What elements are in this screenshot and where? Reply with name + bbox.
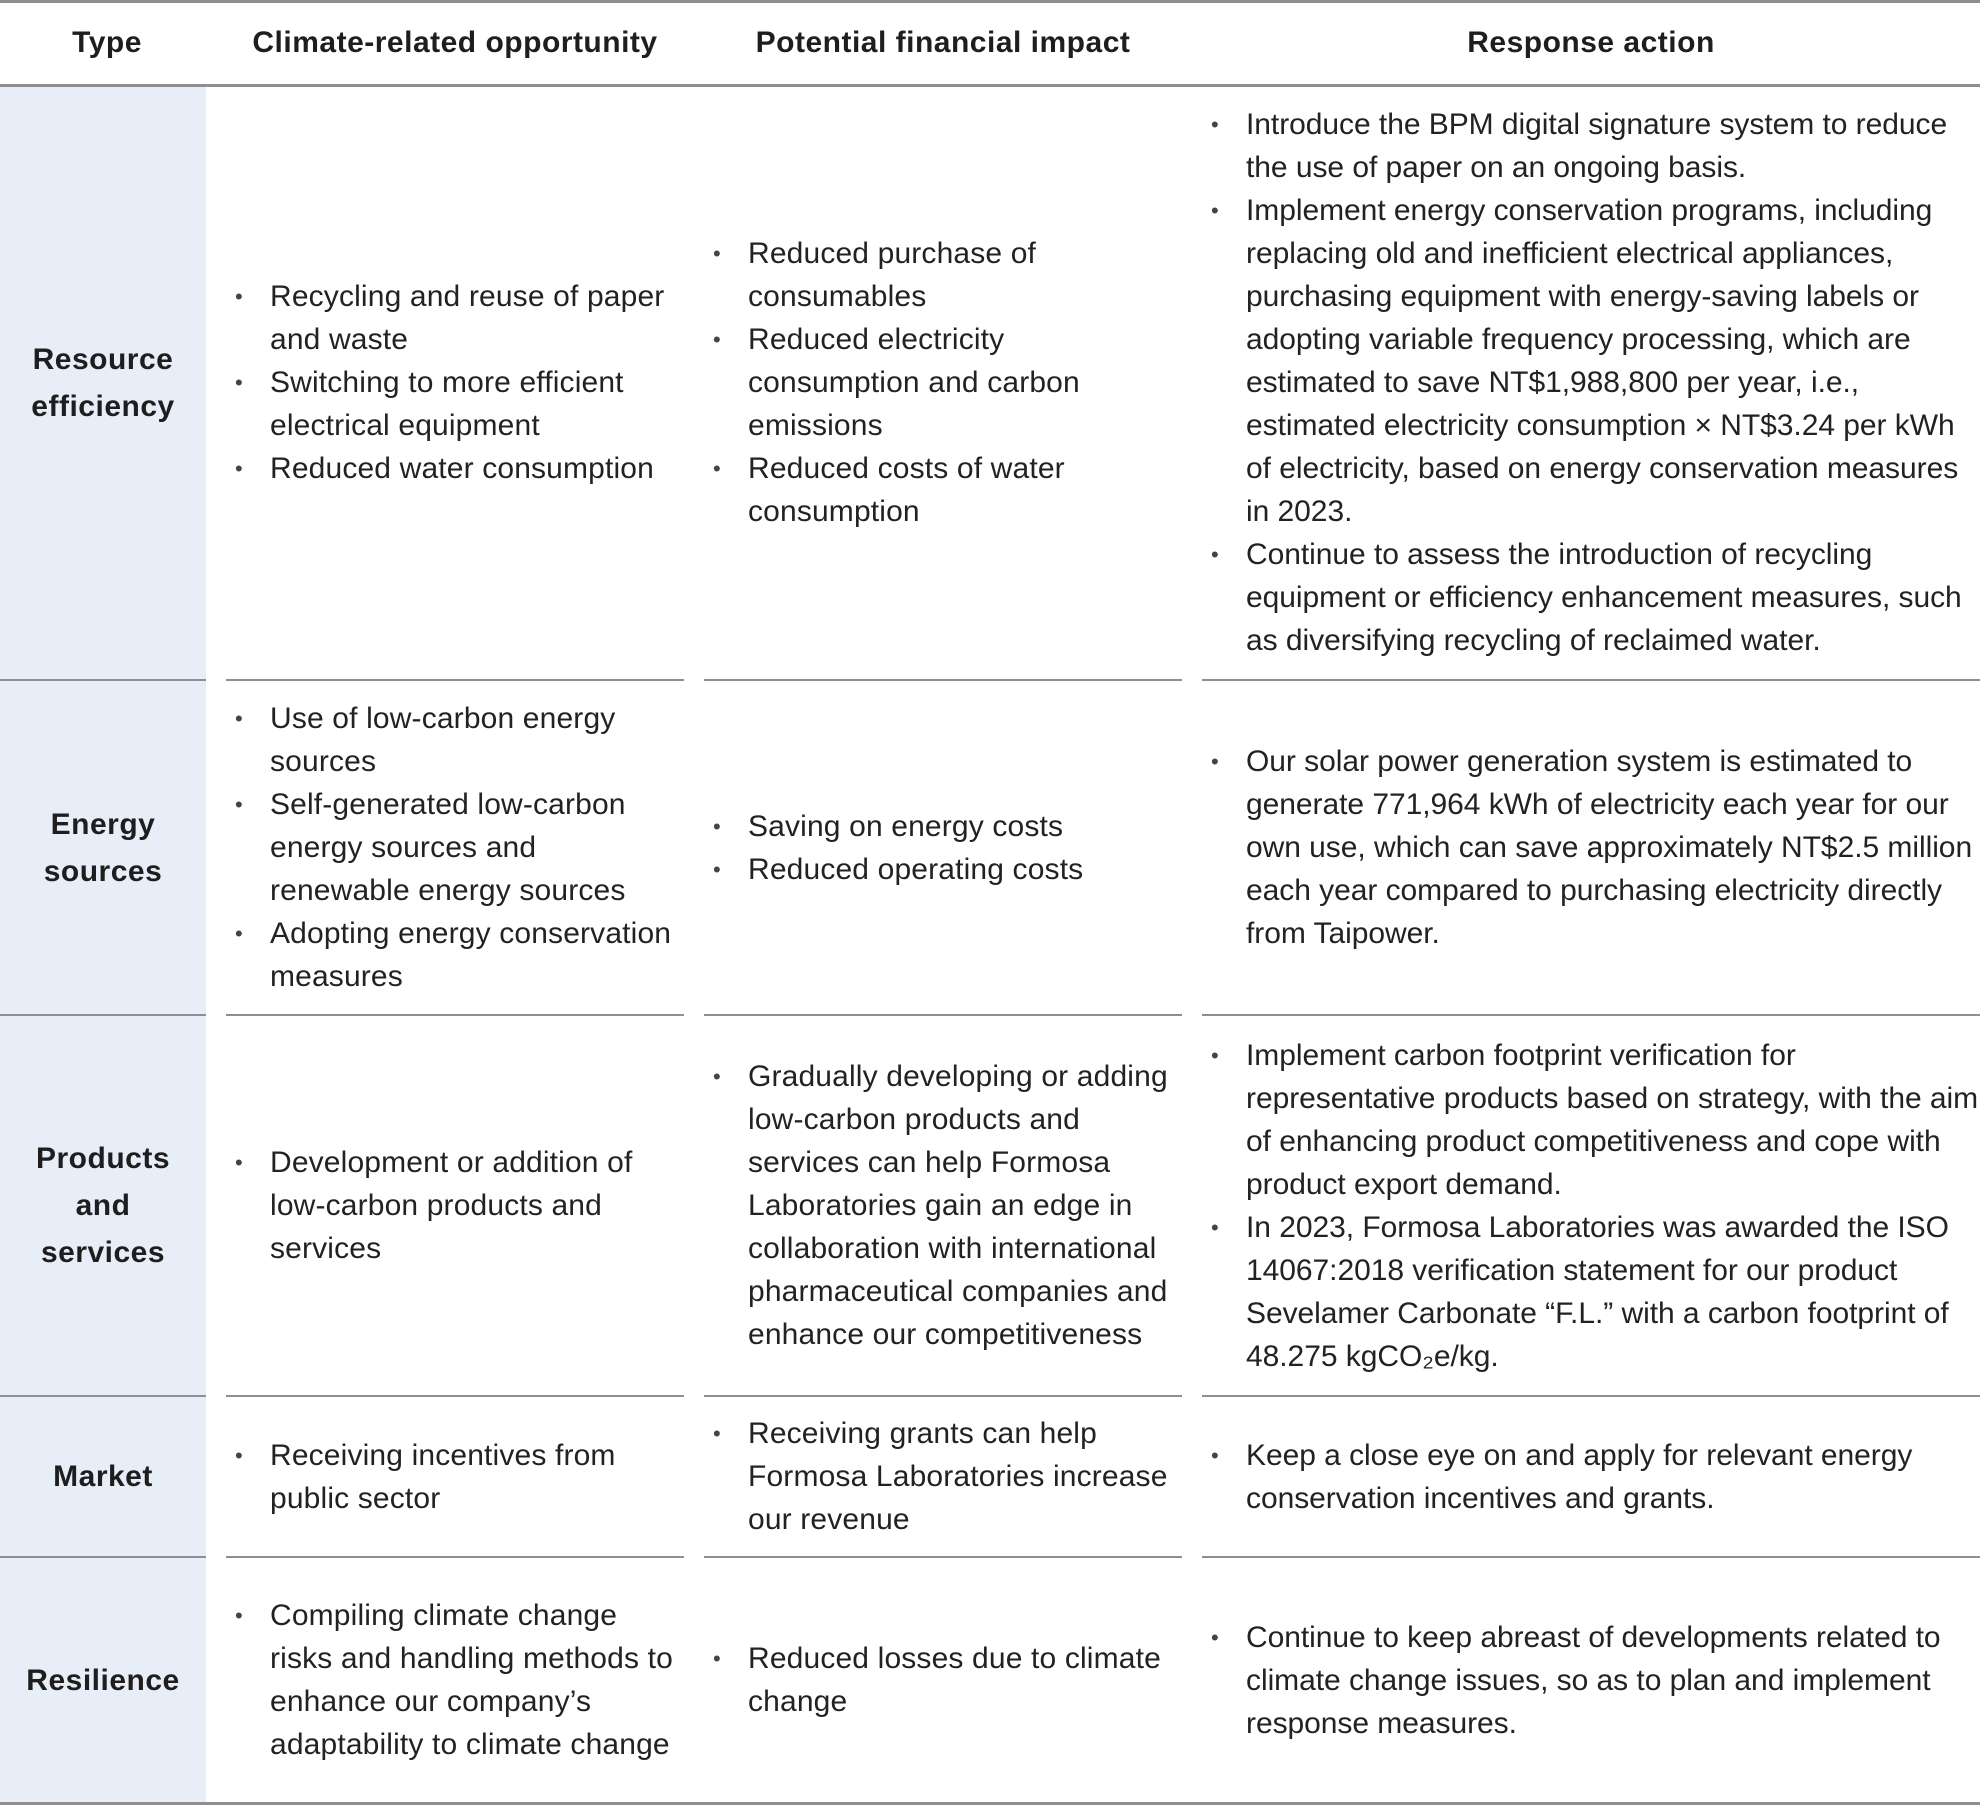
list-item: • Reduced electricity consumption and carbon emissions xyxy=(704,318,1182,447)
list-item: • Receiving grants can help Formosa Laboratories increase our revenue xyxy=(704,1412,1182,1541)
row-type-resource-efficiency xyxy=(0,86,206,679)
list-item: • Reduced costs of water consumption xyxy=(704,447,1182,533)
response-cell xyxy=(1202,1016,1980,1395)
list-item: • Receiving incentives from public sector xyxy=(226,1434,684,1520)
impact-cell xyxy=(704,1397,1182,1556)
list-item: • Reduced water consumption xyxy=(226,447,684,490)
type-label: Resource efficiency xyxy=(31,342,175,423)
response-cell xyxy=(1202,1397,1980,1556)
impact-cell xyxy=(704,1016,1182,1395)
impact-cell xyxy=(704,86,1182,679)
header-response: Response action xyxy=(1467,26,1715,59)
list-item: • Compiling climate change risks and handling methods to enhance our company’s adaptability to climate change xyxy=(226,1594,684,1766)
type-label: Market xyxy=(53,1460,153,1493)
type-label: Resilience xyxy=(26,1663,180,1697)
list-item: • Introduce the BPM digital signature system to reduce the use of paper on an ongoing basis. xyxy=(1202,103,1980,189)
response-cell xyxy=(1202,681,1980,1014)
list-item: • Implement carbon footprint verification for representative products based on strategy, with the aim of enhancing product competitiveness and cope with product export demand. xyxy=(1202,1034,1980,1206)
header-opportunity: Climate-related opportunity xyxy=(252,26,658,59)
list-item: • Recycling and reuse of paper and waste xyxy=(226,275,684,361)
list-item: • Keep a close eye on and apply for relevant energy conservation incentives and grants. xyxy=(1202,1434,1980,1520)
opportunity-cell xyxy=(226,681,684,1014)
response-cell xyxy=(1202,1558,1980,1802)
list-item: • Reduced losses due to climate change xyxy=(704,1637,1182,1723)
impact-cell xyxy=(704,1558,1182,1802)
response-cell xyxy=(1202,86,1980,679)
opportunity-cell xyxy=(226,1016,684,1395)
opportunity-cell xyxy=(226,1558,684,1802)
list-item: • Implement energy conservation programs, including replacing old and inefficient electrical appliances, purchasing equipment with energy-saving labels or adopting variable frequency processing, which are estimated to save NT$1,988,800 per year, i.e., estimated electricity consumption × NT$3.24 per kWh of electricity, based on energy conservation measures in 2023. xyxy=(1202,189,1980,533)
list-item: • In 2023, Formosa Laboratories was awarded the ISO 14067:2018 verification statement for our product Sevelamer Carbonate “F.L.” with a carbon footprint of 48.275 kgCO₂e/kg. xyxy=(1202,1206,1980,1378)
list-item: • Reduced operating costs xyxy=(704,848,1182,891)
impact-cell xyxy=(704,681,1182,1014)
type-label: Energy sources xyxy=(43,807,163,888)
list-item: • Development or addition of low-carbon products and services xyxy=(226,1141,684,1270)
header-impact: Potential financial impact xyxy=(755,26,1131,59)
type-label: Products and services xyxy=(35,1142,171,1269)
row-type-market xyxy=(0,1397,206,1556)
list-item: • Our solar power generation system is estimated to generate 771,964 kWh of electricity each year for our own use, which can save approximately NT$2.5 million each year compared to purchasing electricity directly from Taipower. xyxy=(1202,740,1980,955)
list-item: • Adopting energy conservation measures xyxy=(226,912,684,998)
opportunity-cell xyxy=(226,86,684,679)
list-item: • Switching to more efficient electrical equipment xyxy=(226,361,684,447)
list-item: • Continue to assess the introduction of recycling equipment or efficiency enhancement measures, such as diversifying recycling of reclaimed water. xyxy=(1202,533,1980,662)
list-item: • Reduced purchase of consumables xyxy=(704,232,1182,318)
list-item: • Continue to keep abreast of developments related to climate change issues, so as to plan and implement response measures. xyxy=(1202,1616,1980,1745)
row-type-energy-sources xyxy=(0,681,206,1014)
list-item: • Gradually developing or adding low-carbon products and services can help Formosa Laboratories gain an edge in collaboration with international pharmaceutical companies and enhance our competitiveness xyxy=(704,1055,1182,1356)
list-item: • Self-generated low-carbon energy sources and renewable energy sources xyxy=(226,783,684,912)
row-type-products-and-services xyxy=(0,1016,206,1395)
list-item: • Saving on energy costs xyxy=(704,805,1182,848)
row-type-resilience xyxy=(0,1558,206,1802)
opportunity-cell xyxy=(226,1397,684,1556)
list-item: • Use of low-carbon energy sources xyxy=(226,697,684,783)
header-type: Type xyxy=(72,26,142,59)
